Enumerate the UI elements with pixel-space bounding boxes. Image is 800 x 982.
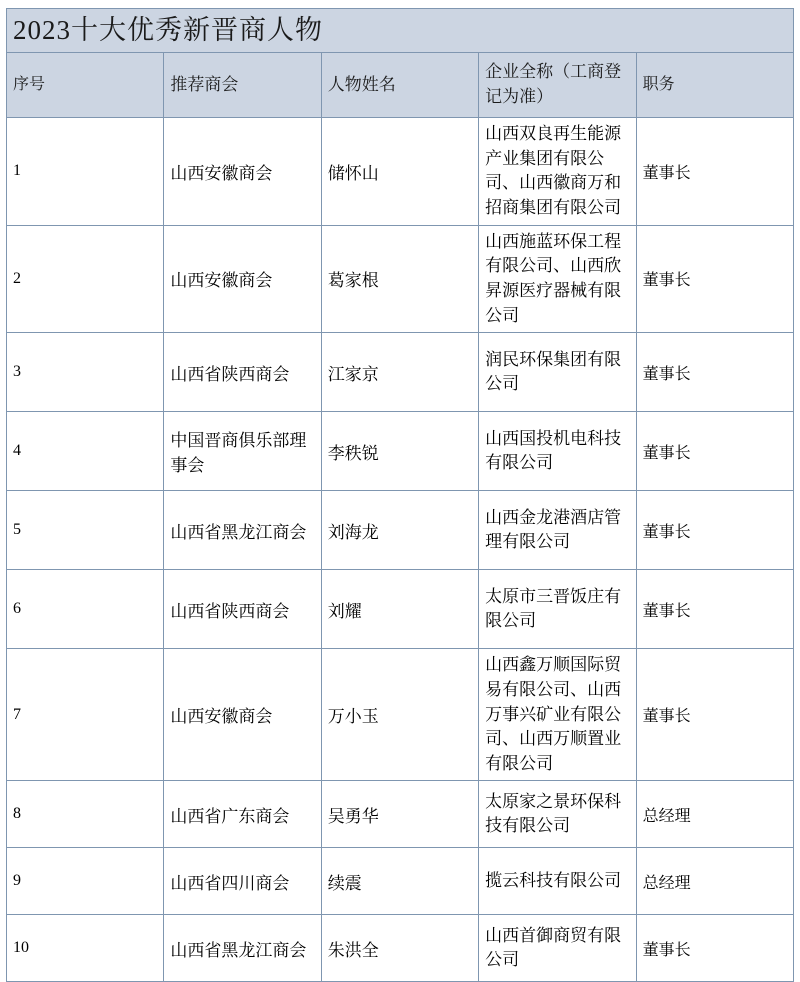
cell-person: 万小玉 bbox=[321, 649, 478, 781]
cell-position: 董事长 bbox=[636, 570, 793, 649]
cell-index: 2 bbox=[7, 225, 164, 333]
column-header-person: 人物姓名 bbox=[321, 53, 478, 118]
cell-person: 江家京 bbox=[321, 333, 478, 412]
cell-index: 3 bbox=[7, 333, 164, 412]
cell-association: 山西省陕西商会 bbox=[164, 570, 321, 649]
cell-company: 太原市三晋饭庄有限公司 bbox=[479, 570, 636, 649]
cell-association: 中国晋商俱乐部理事会 bbox=[164, 412, 321, 491]
cell-person: 刘耀 bbox=[321, 570, 478, 649]
cell-position: 董事长 bbox=[636, 412, 793, 491]
cell-index: 10 bbox=[7, 915, 164, 982]
cell-index: 5 bbox=[7, 491, 164, 570]
cell-association: 山西省黑龙江商会 bbox=[164, 491, 321, 570]
cell-company: 山西双良再生能源产业集团有限公司、山西徽商万和招商集团有限公司 bbox=[479, 118, 636, 226]
cell-company: 山西首御商贸有限公司 bbox=[479, 915, 636, 982]
table-row bbox=[7, 570, 794, 649]
cell-index: 8 bbox=[7, 781, 164, 848]
table-row bbox=[7, 848, 794, 915]
cell-association: 山西安徽商会 bbox=[164, 225, 321, 333]
awards-table bbox=[6, 8, 794, 982]
table-row bbox=[7, 491, 794, 570]
cell-person: 续震 bbox=[321, 848, 478, 915]
table-row bbox=[7, 118, 794, 226]
cell-association: 山西省陕西商会 bbox=[164, 333, 321, 412]
cell-position: 董事长 bbox=[636, 491, 793, 570]
column-header-index: 序号 bbox=[7, 53, 164, 118]
table-title-row bbox=[7, 9, 794, 53]
cell-company: 太原家之景环保科技有限公司 bbox=[479, 781, 636, 848]
cell-person: 吴勇华 bbox=[321, 781, 478, 848]
cell-person: 葛家根 bbox=[321, 225, 478, 333]
cell-person: 朱洪全 bbox=[321, 915, 478, 982]
cell-company: 山西施蓝环保工程有限公司、山西欣昇源医疗器械有限公司 bbox=[479, 225, 636, 333]
cell-company: 山西金龙港酒店管理有限公司 bbox=[479, 491, 636, 570]
cell-person: 李秩锐 bbox=[321, 412, 478, 491]
cell-company: 山西国投机电科技有限公司 bbox=[479, 412, 636, 491]
cell-position: 董事长 bbox=[636, 915, 793, 982]
cell-company: 润民环保集团有限公司 bbox=[479, 333, 636, 412]
column-header-position: 职务 bbox=[636, 53, 793, 118]
cell-association: 山西省广东商会 bbox=[164, 781, 321, 848]
table-row bbox=[7, 333, 794, 412]
cell-person: 储怀山 bbox=[321, 118, 478, 226]
cell-index: 1 bbox=[7, 118, 164, 226]
table-row bbox=[7, 781, 794, 848]
cell-index: 7 bbox=[7, 649, 164, 781]
cell-index: 4 bbox=[7, 412, 164, 491]
page-title: 2023十大优秀新晋商人物 bbox=[7, 9, 794, 53]
cell-association: 山西省黑龙江商会 bbox=[164, 915, 321, 982]
column-header-company: 企业全称（工商登记为准） bbox=[479, 53, 636, 118]
cell-association: 山西安徽商会 bbox=[164, 118, 321, 226]
cell-position: 总经理 bbox=[636, 781, 793, 848]
table-row bbox=[7, 649, 794, 781]
cell-association: 山西安徽商会 bbox=[164, 649, 321, 781]
cell-position: 董事长 bbox=[636, 649, 793, 781]
cell-company: 山西鑫万顺国际贸易有限公司、山西万事兴矿业有限公司、山西万顺置业有限公司 bbox=[479, 649, 636, 781]
cell-position: 董事长 bbox=[636, 118, 793, 226]
cell-company: 揽云科技有限公司 bbox=[479, 848, 636, 915]
cell-position: 董事长 bbox=[636, 333, 793, 412]
cell-position: 董事长 bbox=[636, 225, 793, 333]
table-row bbox=[7, 412, 794, 491]
cell-person: 刘海龙 bbox=[321, 491, 478, 570]
cell-association: 山西省四川商会 bbox=[164, 848, 321, 915]
cell-index: 9 bbox=[7, 848, 164, 915]
table-header-row bbox=[7, 53, 794, 118]
column-header-association: 推荐商会 bbox=[164, 53, 321, 118]
table-row bbox=[7, 225, 794, 333]
table-row bbox=[7, 915, 794, 982]
cell-position: 总经理 bbox=[636, 848, 793, 915]
cell-index: 6 bbox=[7, 570, 164, 649]
